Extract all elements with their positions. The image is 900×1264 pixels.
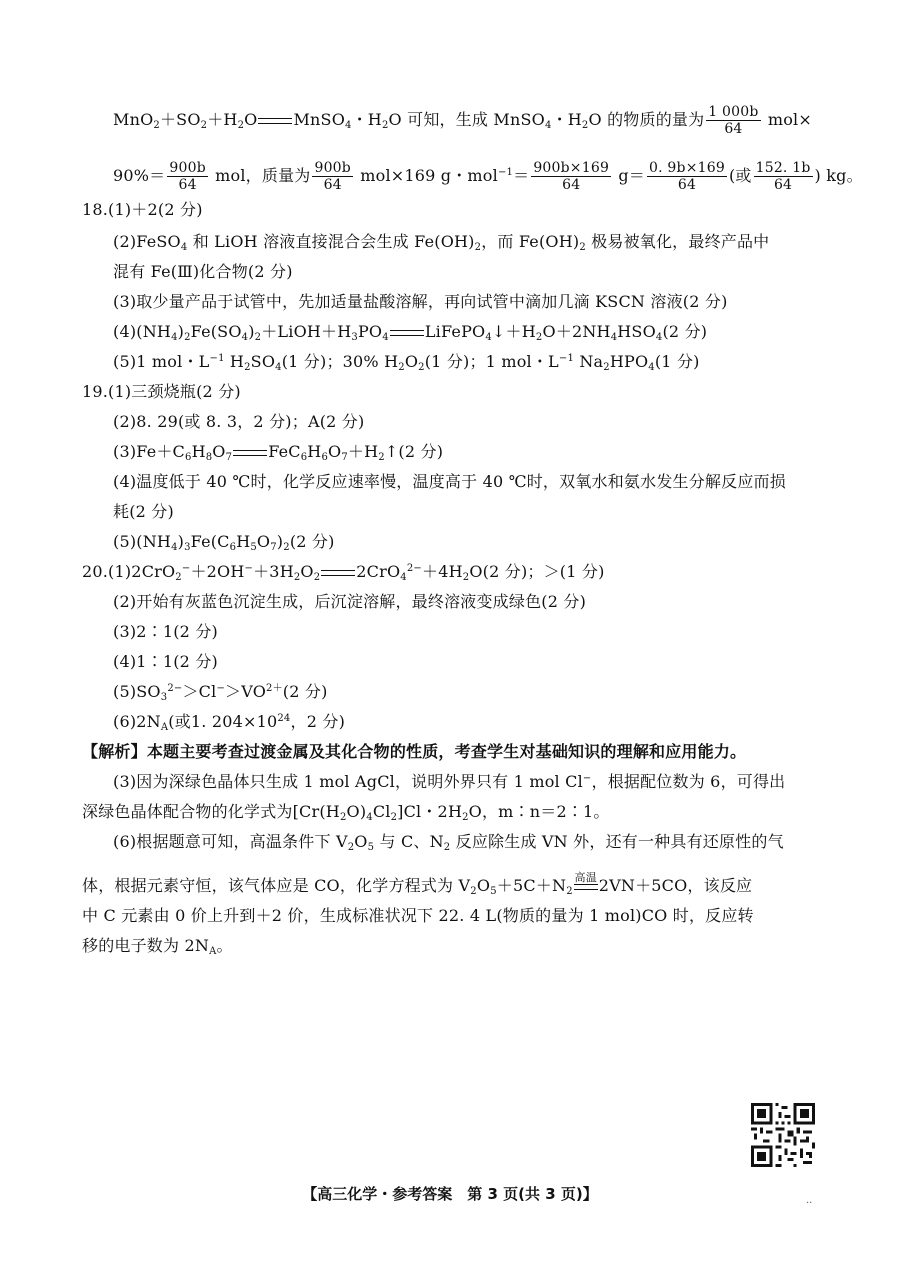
fraction: $\frac{900b}{64}$ bbox=[169, 160, 206, 193]
calc-line-1: $MnO_2+SO_2+H_2O$ MnSO$_4$・$H_2O$ 可知，生成 MnSO$_4$・$H_2O$ 的物质的量为 $\frac{1 000b}{64}$ mol× bbox=[113, 104, 812, 137]
fraction: $\frac{1 000b}{64}$ bbox=[708, 104, 759, 137]
calc-line-2: 90%＝ $\frac{900b}{64}$ mol，质量为 $\frac{900b}{64}$ mol×169 g・mol$^{-1}$＝ $\frac{900b\times 169}{64}$ g＝ $\frac{0. 9b\times 169}{64}$ (或 $\frac{152. 1b}{64}$ ) kg。 bbox=[113, 160, 863, 193]
q18-part5: (5)1 mol・$L^{-1}$ $H_2SO_4(1$ 分)；30% $H_2O_2(1$ 分)；1 mol・$L^{-1}$ $Na_2HPO_4(1$ 分) bbox=[113, 352, 700, 373]
q18-part4: $(4)(NH_4)_2Fe(SO_4)_2+LiOH+H_3PO_4$ $LiFePO_4↓+H_2O+2NH_4HSO_4(2$ 分) bbox=[113, 322, 708, 343]
equals-sign-icon bbox=[390, 330, 424, 336]
page-footer: 【高三化学・参考答案 第 3 页(共 3 页)】 bbox=[302, 1185, 598, 1203]
q20-part6: $(6)2N_A$(或1. $204\times 10^{24}$，2 分) bbox=[113, 712, 346, 733]
equals-sign-icon: 高温 bbox=[574, 884, 598, 890]
q19-part4-cont: 耗(2 分) bbox=[113, 502, 174, 521]
q20-part4: (4)1∶1(2 分) bbox=[113, 652, 218, 671]
equals-sign-icon bbox=[258, 118, 292, 124]
q19-part2: (2)8. 29(或 8. 3，2 分)；A(2 分) bbox=[113, 412, 365, 431]
analysis-line-1: (3)因为深绿色晶体只生成 1 mol AgCl，说明外界只有 1 mol Cl−，根据配位数为 6，可得出 bbox=[113, 772, 786, 791]
equals-sign-icon bbox=[321, 570, 355, 576]
q18-part1: 18.(1)＋2(2 分) bbox=[82, 200, 203, 219]
analysis-line-6: 移的电子数为 $2N_A$。 bbox=[82, 936, 233, 957]
q19-part1: 19.(1)三颈烧瓶(2 分) bbox=[82, 382, 241, 401]
q20-part5: $(5)SO_3^{2-}>Cl^->VO^{2+}(2$ 分) bbox=[113, 682, 328, 703]
q20-part3: (3)2∶1(2 分) bbox=[113, 622, 218, 641]
analysis-line-5: 中 C 元素由 0 价上升到＋2 价，生成标准状况下 22. 4 L(物质的量为 1 mol)CO 时，反应转 bbox=[82, 906, 754, 925]
analysis-heading: 【解析】本题主要考查过渡金属及其化合物的性质，考查学生对基础知识的理解和应用能力。 bbox=[82, 742, 747, 761]
footer-dots: .. bbox=[806, 1195, 813, 1206]
q20-part2: (2)开始有灰蓝色沉淀生成，后沉淀溶解，最终溶液变成绿色(2 分) bbox=[113, 592, 587, 611]
q18-part2: (2)FeSO$_4$ 和 LiOH 溶液直接混合会生成 $Fe(OH)_2$，而 $Fe(OH)_2$ 极易被氧化，最终产品中 bbox=[113, 232, 770, 253]
q18-part3: (3)取少量产品于试管中，先加适量盐酸溶解，再向试管中滴加几滴 KSCN 溶液(2 分) bbox=[113, 292, 728, 311]
qr-code bbox=[751, 1103, 815, 1167]
q19-part4: (4)温度低于 40 ℃时，化学反应速率慢，温度高于 40 ℃时，双氧水和氨水发生分解反应而损 bbox=[113, 472, 786, 491]
analysis-line-3: (6)根据题意可知，高温条件下 $V_2O_5$ 与 C、$N_2$ 反应除生成 VN 外，还有一种具有还原性的气 bbox=[113, 832, 784, 853]
q20-part1: $20.(1)2CrO_2^-+2OH^-+3H_2O_2$ $2CrO_4^{2-}+4H_2O(2$ 分)；＞(1 分) bbox=[82, 562, 605, 583]
fraction: $\frac{900b\times 169}{64}$ bbox=[533, 160, 610, 193]
fraction: $\frac{0. 9b\times 169}{64}$ bbox=[649, 160, 725, 193]
analysis-line-4: 体，根据元素守恒，该气体应是 CO，化学方程式为 $V_2O_5+5C+N_2$ 高温 2VN＋5CO，该反应 bbox=[82, 870, 753, 897]
q19-part5: $(5)(NH_4)_3Fe(C_6H_5O_7)_2(2$ 分) bbox=[113, 532, 335, 553]
analysis-line-2: 深绿色晶体配合物的化学式为$[Cr(H_2O)_4Cl_2]Cl$・$2H_2O$，m∶n＝2∶1。 bbox=[82, 802, 610, 823]
fraction: $\frac{152. 1b}{64}$ bbox=[755, 160, 811, 193]
equals-sign-icon bbox=[233, 450, 267, 456]
q19-part3: $(3)Fe+C_6H_8O_7$ $FeC_6H_6O_7+H_2↑(2$ 分) bbox=[113, 442, 444, 463]
fraction: $\frac{900b}{64}$ bbox=[314, 160, 351, 193]
q18-part2-cont: 混有 Fe(Ⅲ)化合物(2 分) bbox=[113, 262, 293, 281]
